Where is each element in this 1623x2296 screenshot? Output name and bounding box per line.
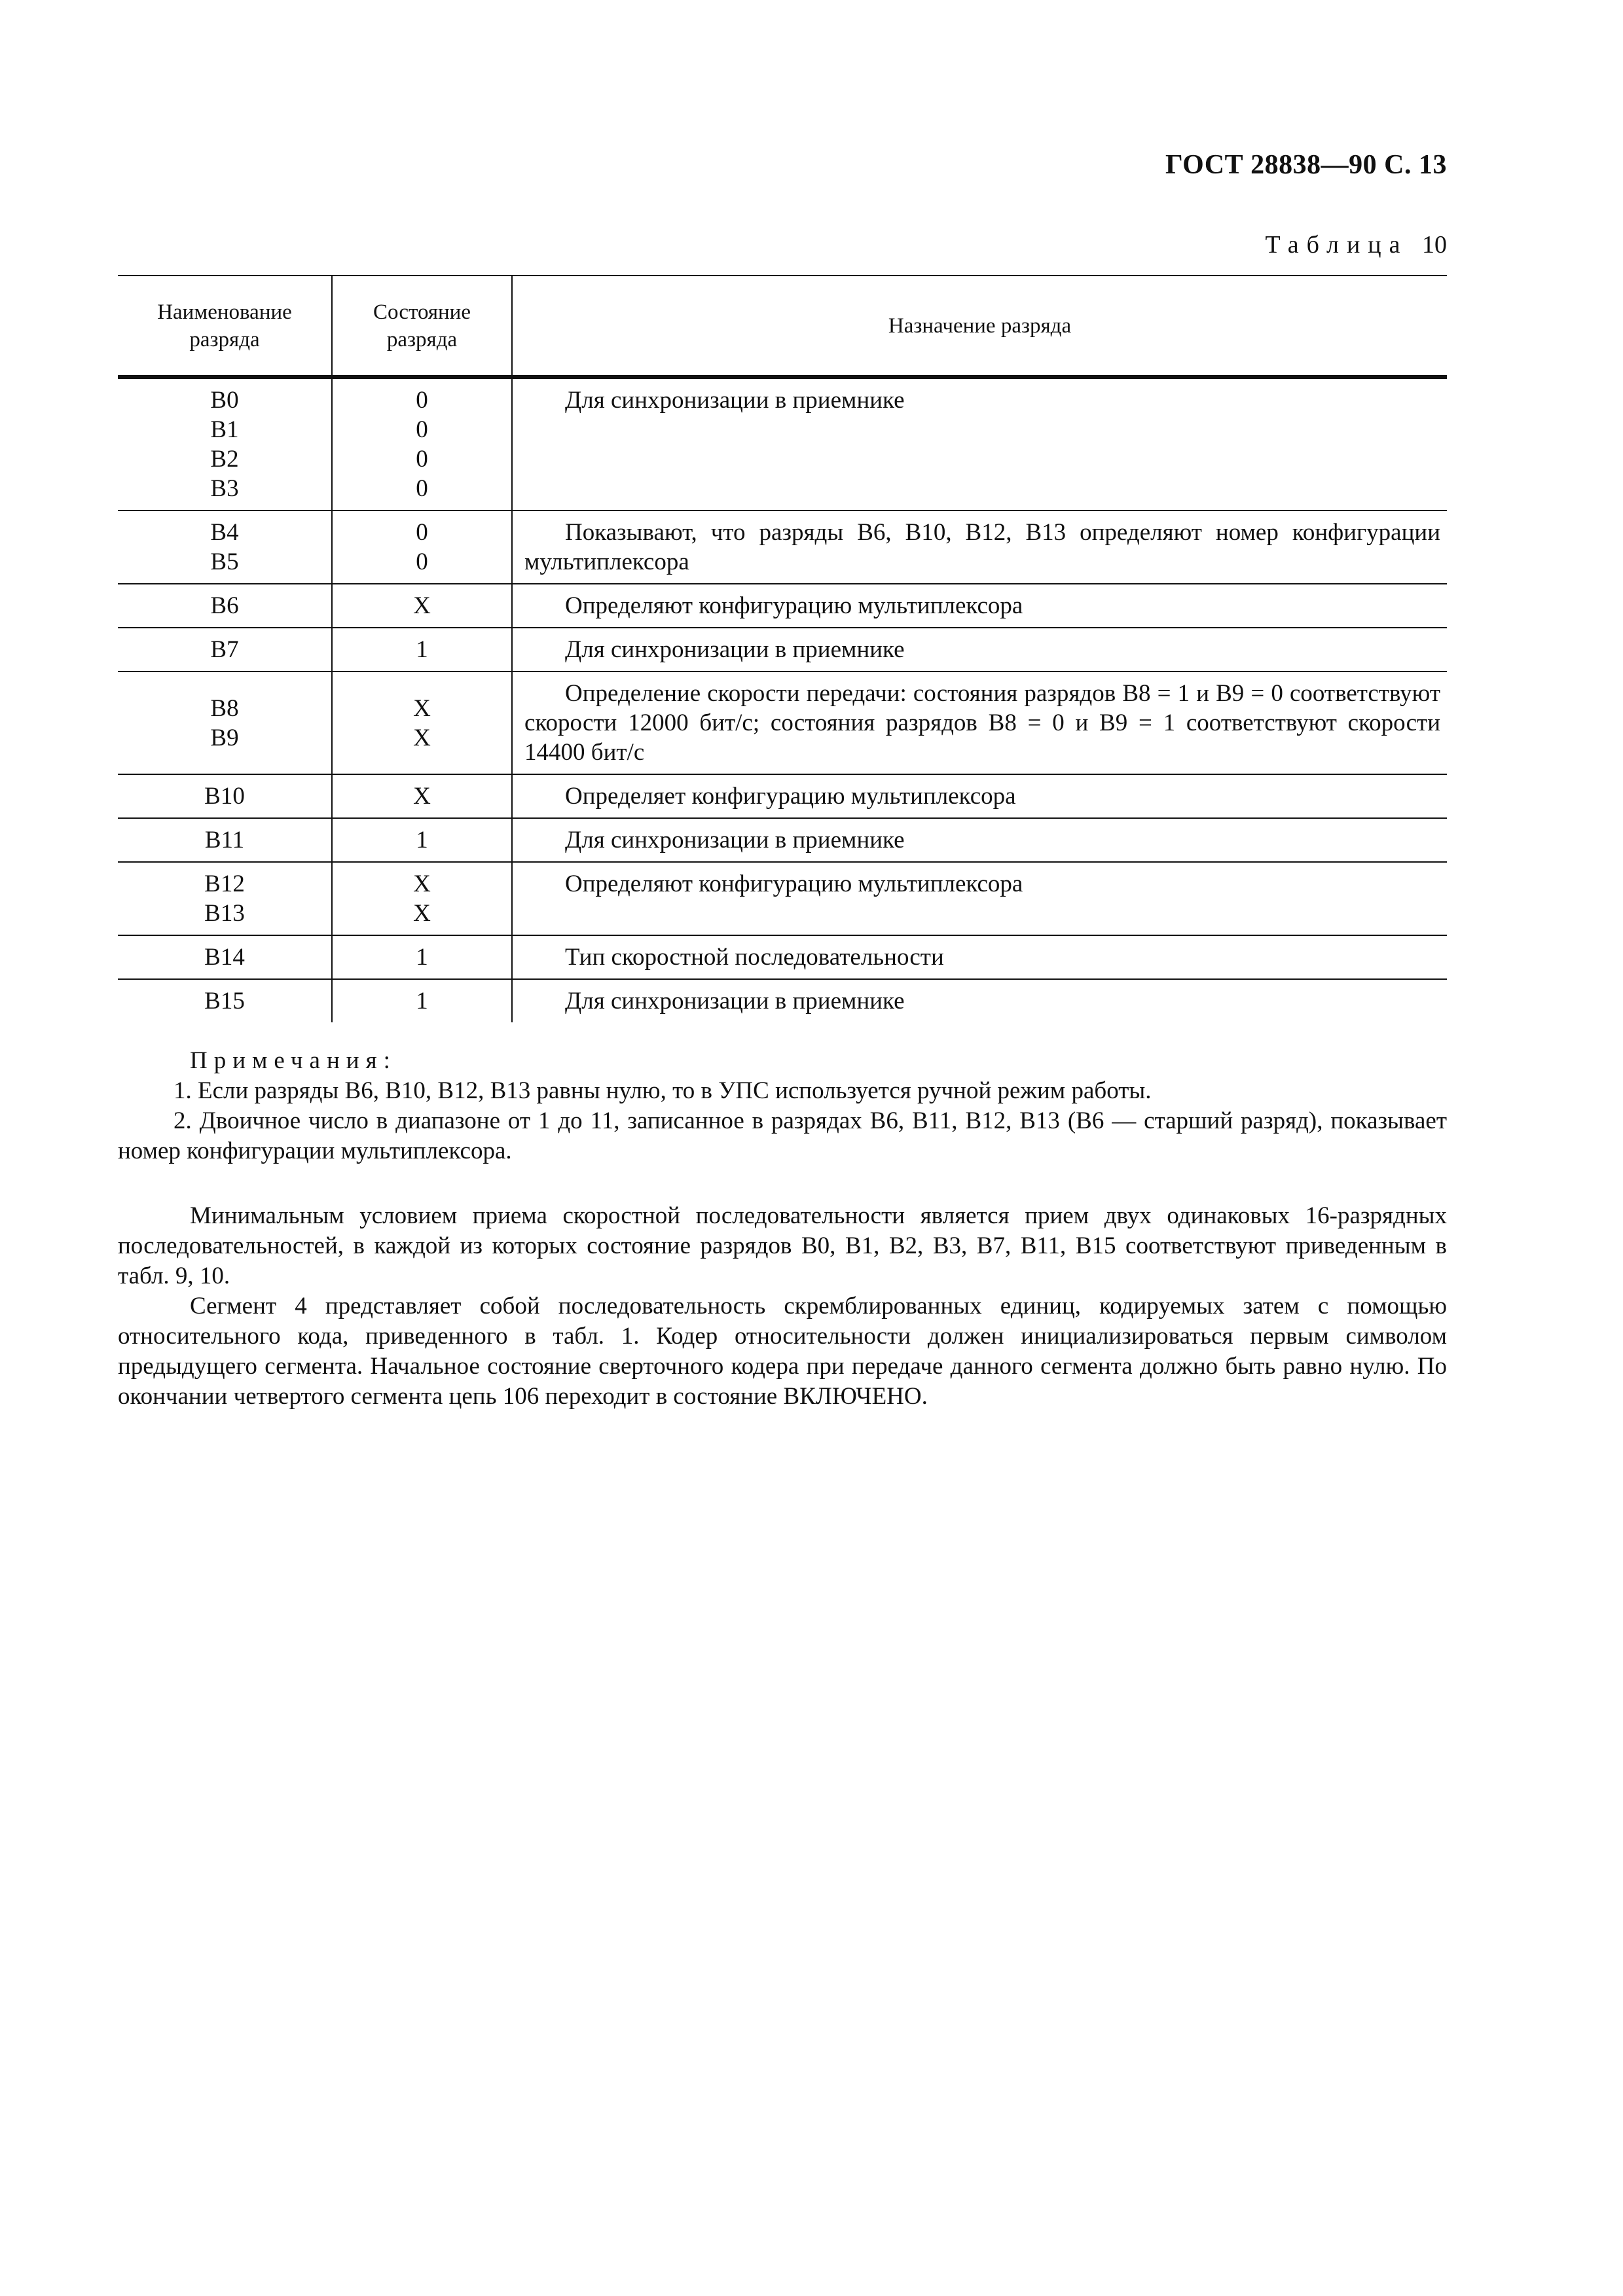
bit-state: X: [413, 870, 431, 897]
table-row: [118, 979, 1447, 1022]
bit-purpose-cell: [512, 818, 1447, 862]
bit-name-cell: [118, 979, 332, 1022]
bit-state: X: [413, 724, 431, 751]
bit-purpose: Для синхронизации в приемнике: [565, 988, 905, 1014]
notes-title: Примечания:: [190, 1047, 397, 1074]
bit-purpose-cell: [512, 377, 1447, 511]
table-header-row: [118, 276, 1447, 377]
bit-name: B7: [210, 636, 239, 663]
bit-state: 0: [416, 548, 428, 575]
bit-state: 0: [416, 416, 428, 443]
table-caption-number: 10: [1422, 231, 1447, 259]
body-paragraph: Сегмент 4 представляет собой последовательность скремблированных единиц, кодируемых затем с помощью относительного кода, приведенного в табл. 1. Кодер относительности должен инициализироваться первым символом предыдущего сегмента. Начальное состояние сверточного кодера при передаче данного сегмента должно быть равно нулю. По окончании четвертого сегмента цепь 106 переходит в состояние ВКЛЮЧЕНО.: [118, 1293, 1447, 1410]
bit-name-cell: [118, 862, 332, 935]
bit-purpose-cell: [512, 511, 1447, 584]
bit-name-cell: [118, 511, 332, 584]
note-item: 2. Двоичное число в диапазоне от 1 до 11, записанное в разрядах B6, B11, B12, B13 (B6 — старший разряд), показывает номер конфигурации мультиплексора.: [118, 1107, 1447, 1164]
table-row: [118, 935, 1447, 979]
column-header-bit-state: Состояние разряда: [332, 276, 512, 377]
bit-name-cell: [118, 935, 332, 979]
bit-name: B12: [204, 870, 245, 897]
bit-name: B3: [210, 475, 239, 502]
bit-purpose-cell: [512, 862, 1447, 935]
bit-purpose: Для синхронизации в приемнике: [565, 387, 905, 414]
bit-state: 1: [416, 636, 428, 663]
bit-purpose-cell: [512, 979, 1447, 1022]
bit-purpose-cell: [512, 935, 1447, 979]
bit-name: B0: [210, 387, 239, 414]
bit-name: B6: [210, 592, 239, 619]
bit-purpose: Определяют конфигурацию мультиплексора: [565, 592, 1023, 619]
table-row: [118, 672, 1447, 774]
bit-assignment-table: [118, 275, 1447, 1022]
bit-state: 0: [416, 387, 428, 414]
bit-state: 1: [416, 827, 428, 853]
table-row: [118, 818, 1447, 862]
bit-purpose: Определяет конфигурацию мультиплексора: [565, 783, 1016, 810]
bit-name: B8: [210, 694, 239, 722]
table-row: [118, 511, 1447, 584]
bit-purpose: Для синхронизации в приемнике: [565, 636, 905, 663]
bit-purpose-cell: [512, 628, 1447, 672]
note-item: 1. Если разряды B6, B10, B12, B13 равны нулю, то в УПС используется ручной режим работы.: [173, 1077, 1152, 1104]
bit-name-cell: [118, 818, 332, 862]
bit-name: B11: [204, 827, 245, 853]
bit-purpose: Тип скоростной последовательности: [565, 944, 944, 971]
bit-state-cell: [332, 584, 512, 628]
bit-state: X: [413, 592, 431, 619]
bit-name: B4: [210, 519, 239, 546]
bit-state-cell: [332, 774, 512, 818]
bit-purpose: Показывают, что разряды B6, B10, B12, B13 определяют номер конфигурации мультиплексора: [524, 519, 1440, 575]
body-text: [118, 1201, 1447, 1412]
bit-state-cell: [332, 672, 512, 774]
bit-purpose: Определение скорости передачи: состояния разрядов B8 = 1 и B9 = 0 соответствуют скорости 12000 бит/с; состояния разрядов B8 = 0 и B9 = 1 соответствуют скорости 14400 бит/с: [524, 680, 1440, 766]
column-header-bit-name: Наименование разряда: [118, 276, 332, 377]
bit-state-cell: [332, 979, 512, 1022]
bit-name-cell: [118, 672, 332, 774]
table-row: [118, 377, 1447, 511]
bit-name: B9: [210, 724, 239, 751]
bit-name-cell: [118, 584, 332, 628]
bit-state: 0: [416, 446, 428, 473]
bit-state: X: [413, 783, 431, 810]
bit-state: 1: [416, 988, 428, 1014]
bit-state: 0: [416, 475, 428, 502]
column-header-bit-purpose: Назначение разряда: [512, 276, 1447, 377]
bit-state-cell: [332, 511, 512, 584]
bit-name-cell: [118, 774, 332, 818]
bit-name: B5: [210, 548, 239, 575]
bit-state-cell: [332, 377, 512, 511]
bit-state-cell: [332, 628, 512, 672]
bit-state-cell: [332, 862, 512, 935]
bit-state: X: [413, 900, 431, 927]
table-row: [118, 774, 1447, 818]
bit-state-cell: [332, 818, 512, 862]
table-body: [118, 377, 1447, 1022]
table-row: [118, 862, 1447, 935]
page-header: ГОСТ 28838—90 С. 13: [1165, 150, 1447, 180]
bit-name: B2: [210, 446, 239, 473]
bit-state: X: [413, 694, 431, 722]
bit-name: B14: [204, 944, 245, 971]
table-row: [118, 584, 1447, 628]
bit-purpose: Определяют конфигурацию мультиплексора: [565, 870, 1023, 897]
bit-purpose-cell: [512, 584, 1447, 628]
bit-name-cell: [118, 628, 332, 672]
bit-purpose: Для синхронизации в приемнике: [565, 827, 905, 853]
bit-name-cell: [118, 377, 332, 511]
bit-state: 0: [416, 519, 428, 546]
bit-state: 1: [416, 944, 428, 971]
bit-name: B15: [204, 988, 245, 1014]
table-caption-word: Таблица: [1265, 231, 1408, 259]
bit-purpose-cell: [512, 672, 1447, 774]
bit-name: B1: [210, 416, 239, 443]
table-caption: [1048, 230, 1447, 259]
bit-name: B13: [204, 900, 245, 927]
bit-purpose-cell: [512, 774, 1447, 818]
table-row: [118, 628, 1447, 672]
body-paragraph: Минимальным условием приема скоростной последовательности является прием двух одинаковых 16-разрядных последовательностей, в каждой из которых состояние разрядов B0, B1, B2, B3, B7, B11, B15 соответствуют приведенным в табл. 9, 10.: [118, 1202, 1447, 1289]
notes-section: [118, 1046, 1447, 1166]
bit-name: B10: [204, 783, 245, 810]
bit-state-cell: [332, 935, 512, 979]
